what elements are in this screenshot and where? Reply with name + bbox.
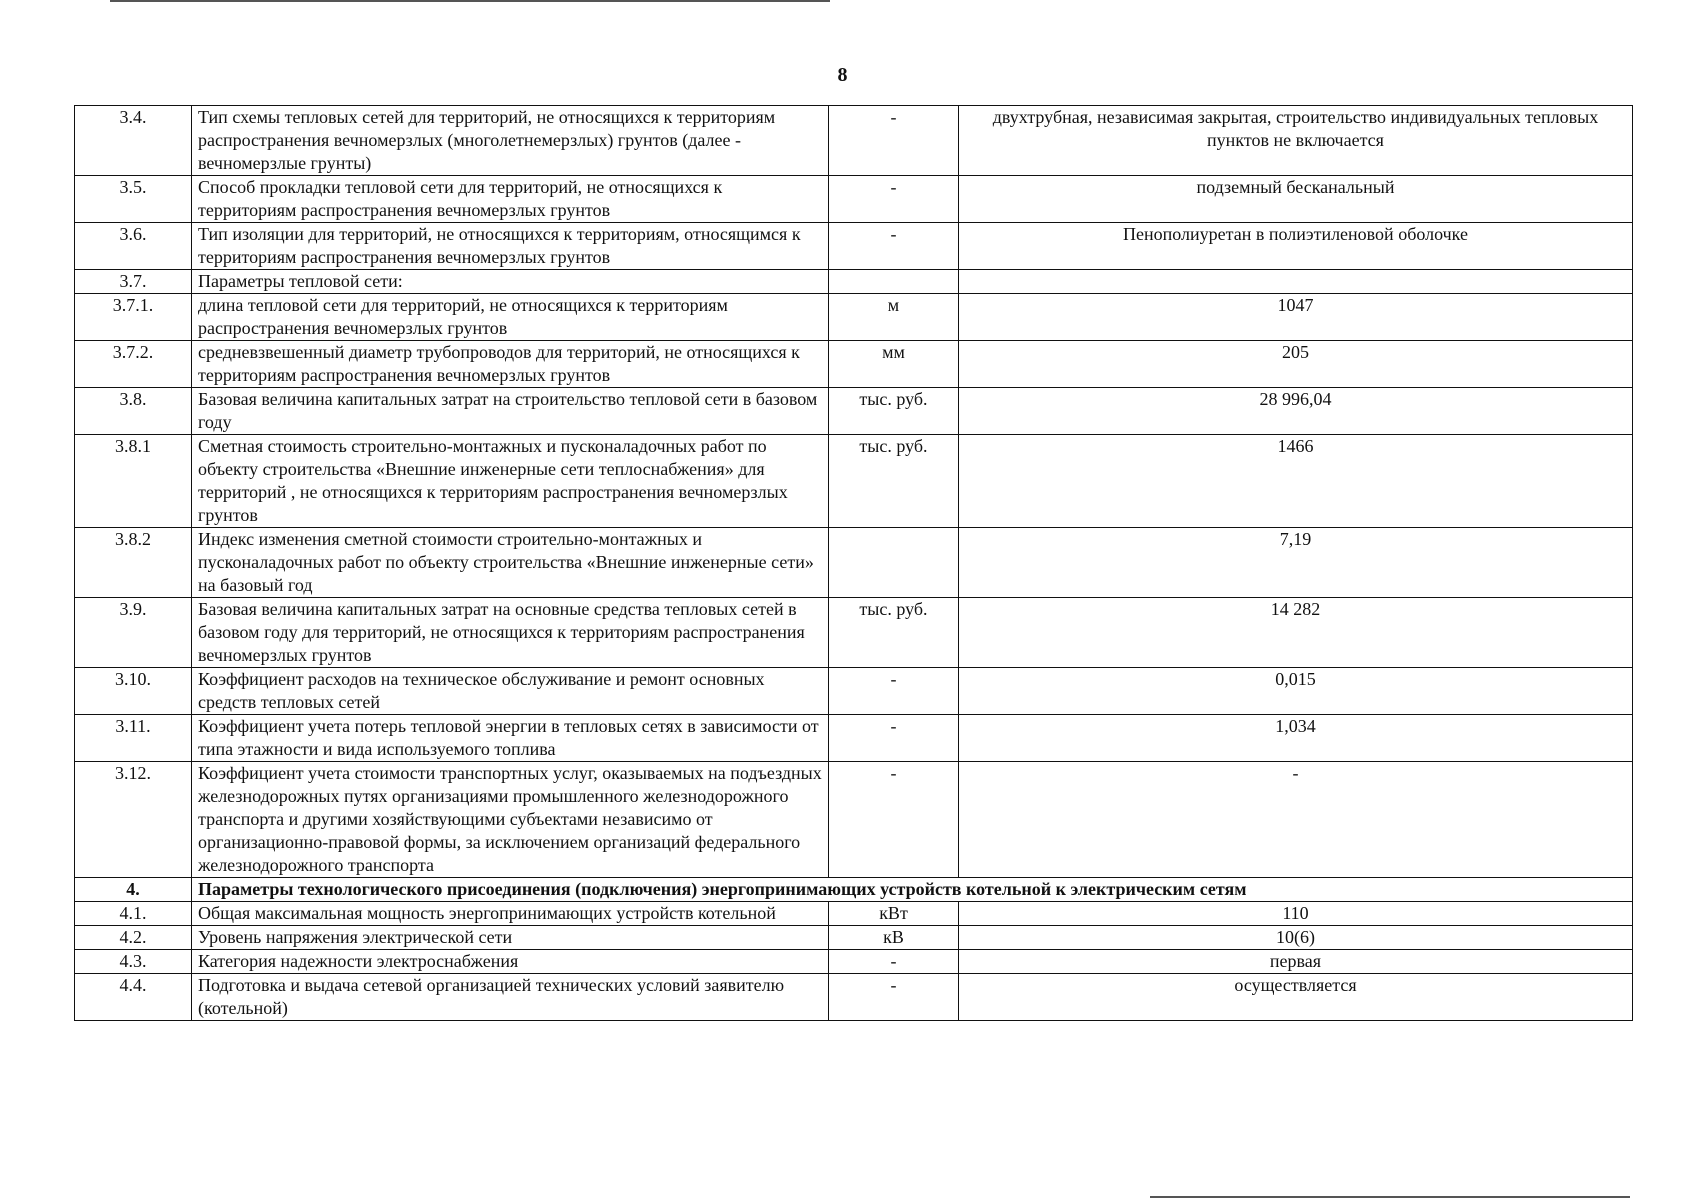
row-value: 0,015	[959, 668, 1633, 715]
table-row	[75, 668, 1633, 715]
row-value: двухтрубная, независимая закрытая, строительство индивидуальных тепловых пунктов не включается	[959, 106, 1633, 176]
row-value: 14 282	[959, 598, 1633, 668]
row-value	[959, 270, 1633, 294]
row-unit	[829, 528, 959, 598]
row-description: Базовая величина капитальных затрат на основные средства тепловых сетей в базовом году для территорий, не относящихся к территориям распространения вечномерзлых грунтов	[192, 598, 829, 668]
section-header-row	[75, 878, 1633, 902]
row-number: 4.4.	[75, 974, 192, 1021]
row-unit: -	[829, 974, 959, 1021]
row-unit: -	[829, 715, 959, 762]
table-row	[75, 950, 1633, 974]
table-row	[75, 926, 1633, 950]
row-description: Коэффициент учета стоимости транспортных услуг, оказываемых на подъездных железнодорожных путях организациями промышленного железнодорожного транспорта и другими хозяйствующими субъектами независимо от организационно-правовой формы, за исключением организаций федерального железнодорожного транспорта	[192, 762, 829, 878]
row-number: 3.7.1.	[75, 294, 192, 341]
table-row	[75, 388, 1633, 435]
row-unit: м	[829, 294, 959, 341]
table-row	[75, 106, 1633, 176]
parameters-table-body	[75, 106, 1633, 1021]
row-description: Базовая величина капитальных затрат на строительство тепловой сети в базовом году	[192, 388, 829, 435]
row-number: 3.8.1	[75, 435, 192, 528]
row-value: 1,034	[959, 715, 1633, 762]
row-unit: -	[829, 950, 959, 974]
row-description: Общая максимальная мощность энергопринимающих устройств котельной	[192, 902, 829, 926]
row-unit: -	[829, 668, 959, 715]
section-title: Параметры технологического присоединения (подключения) энергопринимающих устройств котельной к электрическим сетям	[192, 878, 1633, 902]
table-row	[75, 176, 1633, 223]
row-description: Способ прокладки тепловой сети для территорий, не относящихся к территориям распространения вечномерзлых грунтов	[192, 176, 829, 223]
row-description: средневзвешенный диаметр трубопроводов для территорий, не относящихся к территориям распространения вечномерзлых грунтов	[192, 341, 829, 388]
row-unit: тыс. руб.	[829, 435, 959, 528]
table-row	[75, 902, 1633, 926]
row-number: 3.10.	[75, 668, 192, 715]
table-row	[75, 715, 1633, 762]
row-value: 10(6)	[959, 926, 1633, 950]
row-value: первая	[959, 950, 1633, 974]
table-row	[75, 528, 1633, 598]
table-row	[75, 341, 1633, 388]
row-unit: тыс. руб.	[829, 598, 959, 668]
row-number: 3.4.	[75, 106, 192, 176]
row-number: 3.12.	[75, 762, 192, 878]
row-unit: -	[829, 762, 959, 878]
row-value: подземный бесканальный	[959, 176, 1633, 223]
row-description: Подготовка и выдача сетевой организацией технических условий заявителю (котельной)	[192, 974, 829, 1021]
row-unit: кВт	[829, 902, 959, 926]
row-unit: мм	[829, 341, 959, 388]
row-number: 4.1.	[75, 902, 192, 926]
row-unit: кВ	[829, 926, 959, 950]
row-number: 3.7.2.	[75, 341, 192, 388]
row-unit	[829, 270, 959, 294]
row-value: 28 996,04	[959, 388, 1633, 435]
table-row	[75, 223, 1633, 270]
row-description: Коэффициент учета потерь тепловой энергии в тепловых сетях в зависимости от типа этажности и вида используемого топлива	[192, 715, 829, 762]
row-value: 7,19	[959, 528, 1633, 598]
row-unit: -	[829, 176, 959, 223]
row-description: Тип схемы тепловых сетей для территорий, не относящихся к территориям распространения вечномерзлых (многолетнемерзлых) грунтов (далее - вечномерзлые грунты)	[192, 106, 829, 176]
row-description: Параметры тепловой сети:	[192, 270, 829, 294]
bottom-rule	[1150, 1196, 1630, 1198]
table-row	[75, 762, 1633, 878]
row-number: 3.8.	[75, 388, 192, 435]
section-number: 4.	[75, 878, 192, 902]
table-row	[75, 294, 1633, 341]
row-value: 205	[959, 341, 1633, 388]
row-value: 1047	[959, 294, 1633, 341]
row-value: Пенополиуретан в полиэтиленовой оболочке	[959, 223, 1633, 270]
row-number: 4.2.	[75, 926, 192, 950]
row-unit: -	[829, 106, 959, 176]
row-number: 3.9.	[75, 598, 192, 668]
row-description: Сметная стоимость строительно-монтажных и пусконаладочных работ по объекту строительства «Внешние инженерные сети теплоснабжения» для территорий , не относящихся к территориям распространения вечномерзлых грунтов	[192, 435, 829, 528]
table-row	[75, 435, 1633, 528]
row-value: -	[959, 762, 1633, 878]
row-value: осуществляется	[959, 974, 1633, 1021]
row-description: длина тепловой сети для территорий, не относящихся к территориям распространения вечномерзлых грунтов	[192, 294, 829, 341]
page-number: 8	[837, 64, 848, 86]
table-row	[75, 270, 1633, 294]
row-description: Индекс изменения сметной стоимости строительно-монтажных и пусконаладочных работ по объекту строительства «Внешние инженерные сети» на базовый год	[192, 528, 829, 598]
row-unit: тыс. руб.	[829, 388, 959, 435]
row-description: Уровень напряжения электрической сети	[192, 926, 829, 950]
row-number: 3.8.2	[75, 528, 192, 598]
row-number: 4.3.	[75, 950, 192, 974]
row-description: Тип изоляции для территорий, не относящихся к территориям, относящимся к территориям распространения вечномерзлых грунтов	[192, 223, 829, 270]
row-description: Категория надежности электроснабжения	[192, 950, 829, 974]
table-row	[75, 598, 1633, 668]
row-number: 3.11.	[75, 715, 192, 762]
parameters-table	[74, 105, 1633, 1021]
row-value: 110	[959, 902, 1633, 926]
row-value: 1466	[959, 435, 1633, 528]
row-number: 3.6.	[75, 223, 192, 270]
row-number: 3.7.	[75, 270, 192, 294]
row-number: 3.5.	[75, 176, 192, 223]
table-row	[75, 974, 1633, 1021]
top-rule	[110, 0, 830, 2]
row-unit: -	[829, 223, 959, 270]
row-description: Коэффициент расходов на техническое обслуживание и ремонт основных средств тепловых сетей	[192, 668, 829, 715]
